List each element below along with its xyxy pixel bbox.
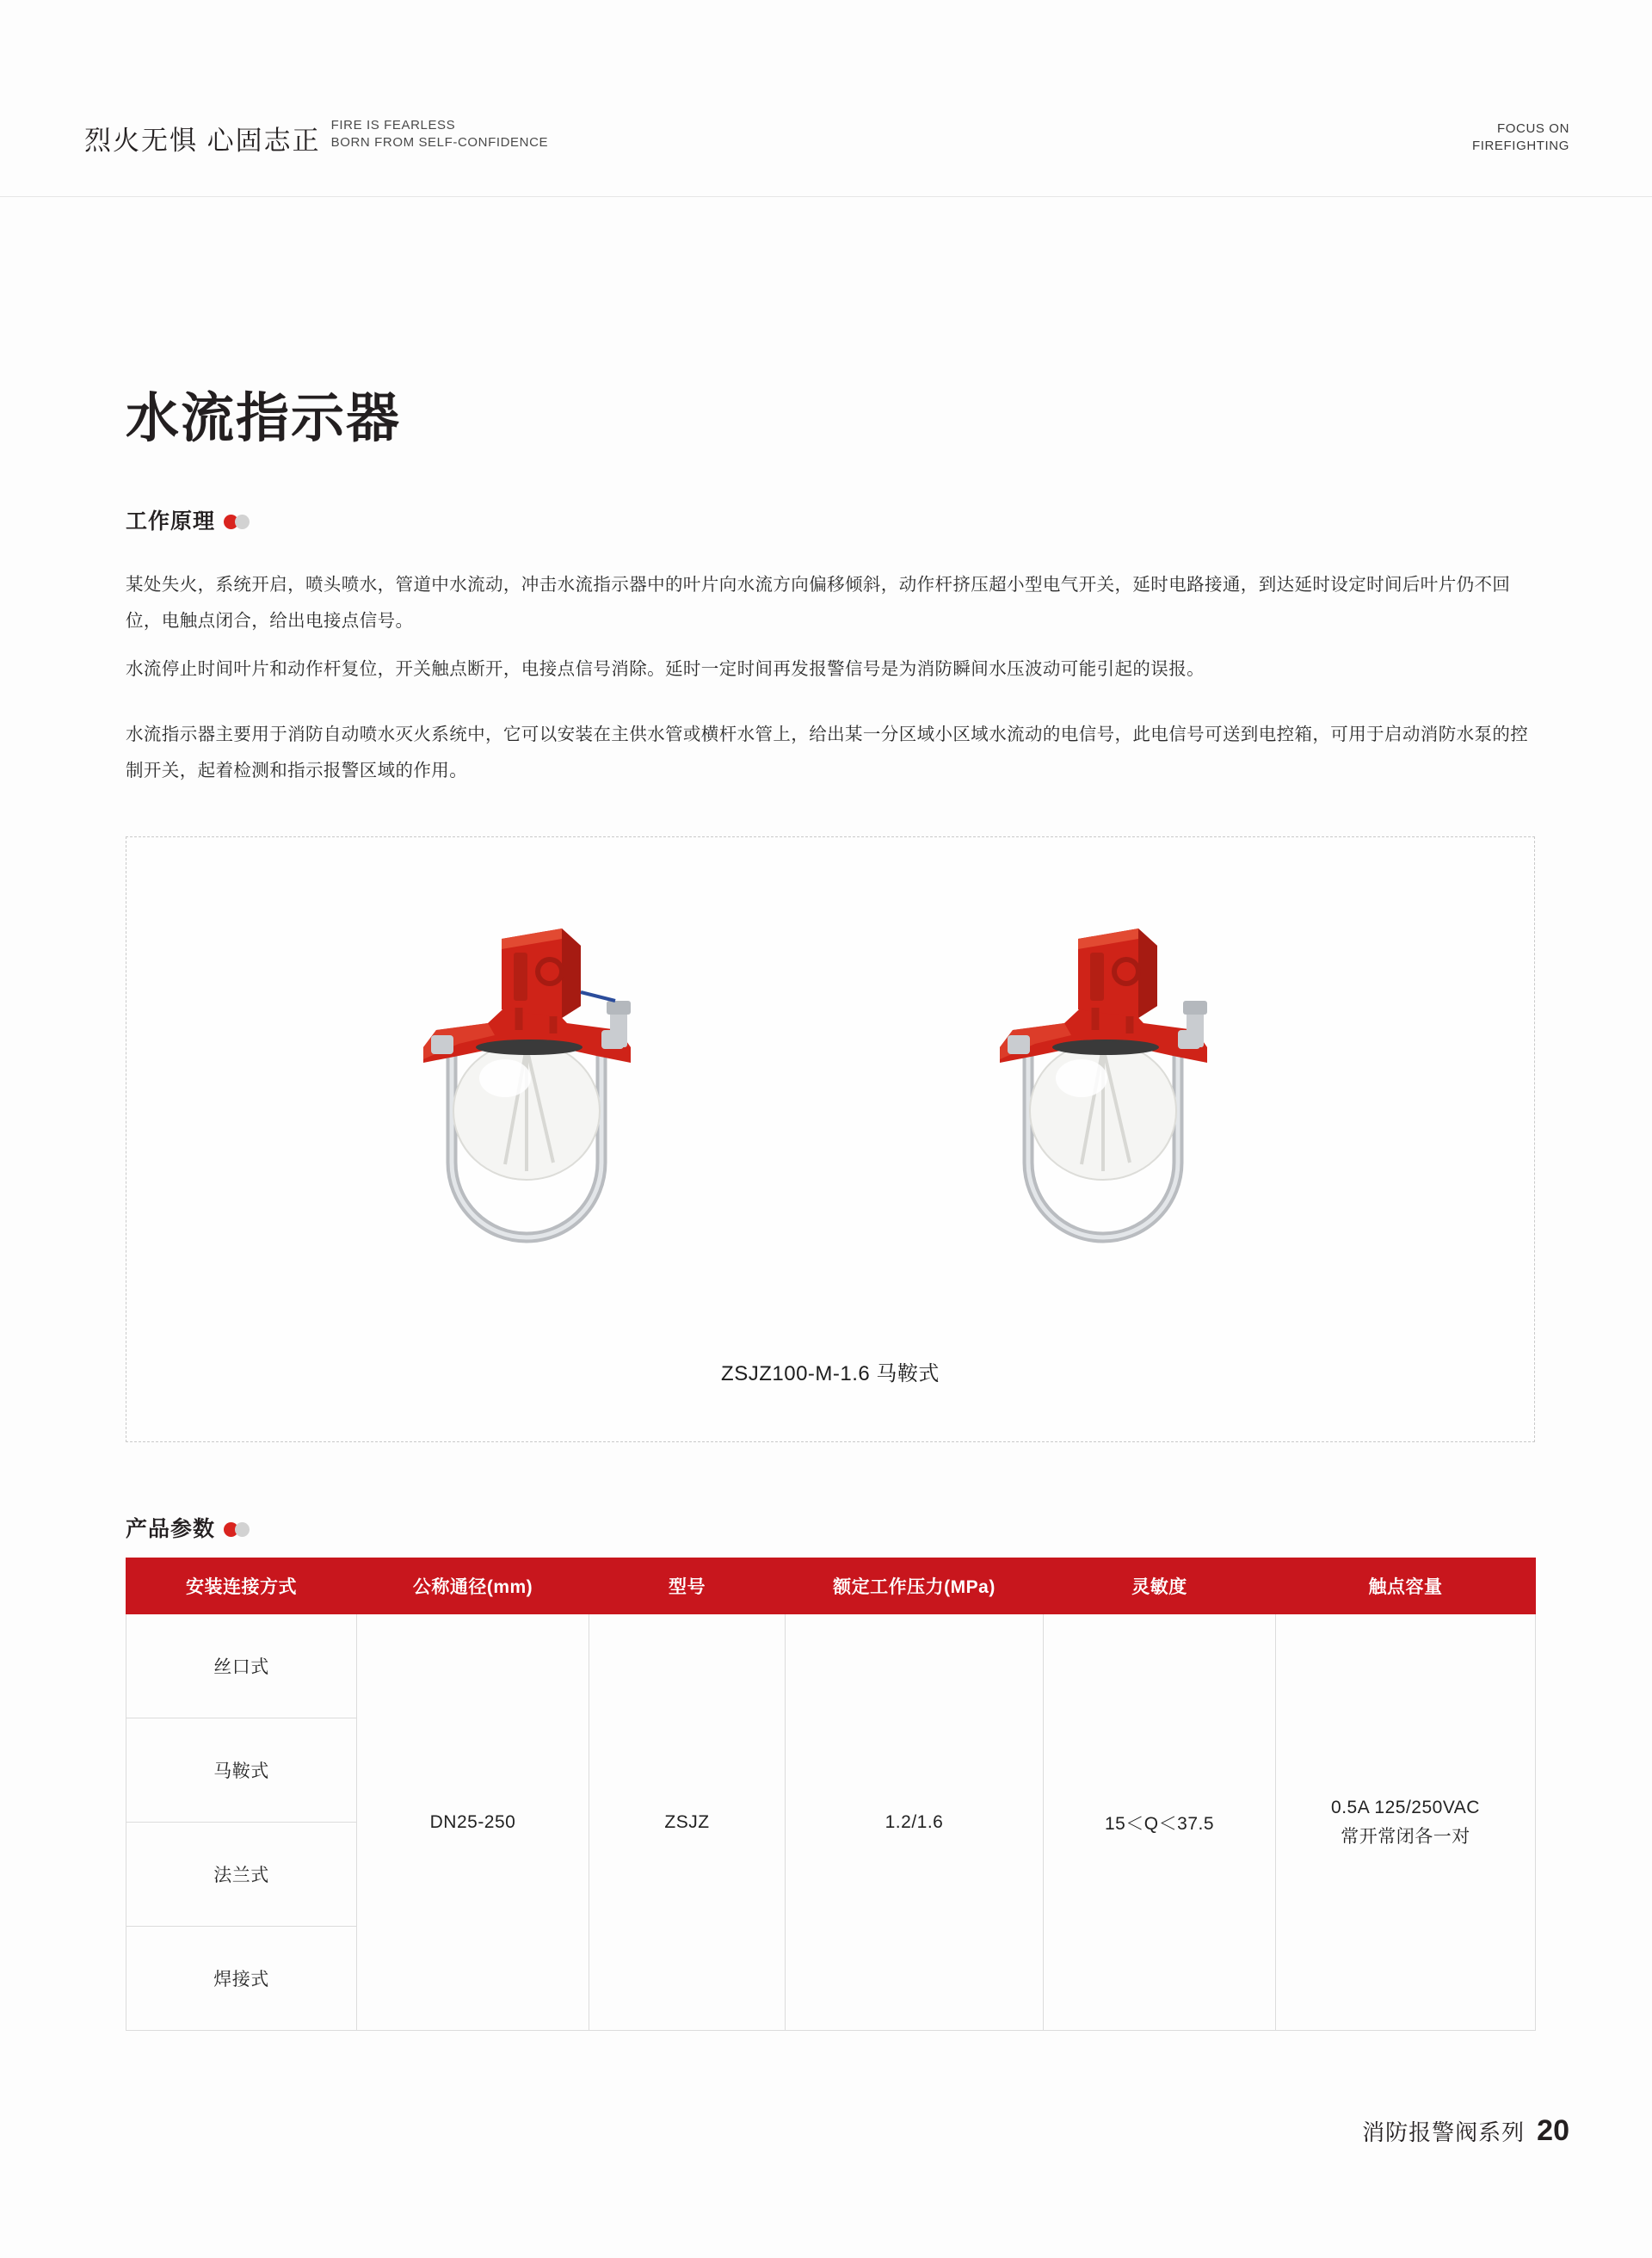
footer-series-label: 消防报警阀系列: [1362, 2119, 1526, 2145]
cell-connection-type: 丝口式: [126, 1614, 357, 1718]
params-table-wrapper: [126, 1558, 1535, 2031]
cell-model: ZSJZ: [589, 1614, 786, 2031]
focus-tagline: [1472, 120, 1569, 156]
slogan-english-line2: BORN FROM SELF-CONFIDENCE: [330, 135, 549, 151]
cell-contact-capacity: [1276, 1614, 1536, 2031]
cell-sensitivity: 15＜Q＜37.5: [1044, 1614, 1276, 2031]
product-image-caption: ZSJZ100-M-1.6 马鞍式: [721, 1362, 940, 1385]
focus-line2: FIREFIGHTING: [1471, 139, 1569, 154]
column-header-connection: 安装连接方式: [126, 1558, 357, 1614]
contact-capacity-line1: 0.5A 125/250VAC: [1331, 1797, 1480, 1817]
page-header: [0, 0, 1652, 197]
table-header-row: [126, 1558, 1536, 1614]
section-heading-params: [126, 1512, 253, 1543]
cell-working-pressure: 1.2/1.6: [786, 1614, 1044, 2031]
slogan-chinese: 烈火无惧 心固志正: [84, 125, 321, 156]
water-flow-indicator-image-right: [961, 879, 1245, 1283]
focus-line1: FOCUS ON: [1497, 121, 1569, 136]
page-title: 水流指示器: [126, 388, 402, 448]
section-heading-principle-label: 工作原理: [126, 509, 216, 534]
column-header-sensitivity: 灵敏度: [1044, 1558, 1276, 1614]
brand-slogan: [84, 117, 548, 154]
page-footer: [1362, 2114, 1569, 2148]
column-header-pressure: 额定工作压力(MPa): [786, 1558, 1044, 1614]
contact-capacity-line2: 常开常闭各一对: [1341, 1826, 1470, 1847]
cell-connection-type: 焊接式: [126, 1927, 357, 2031]
footer-page-number: 20: [1537, 2114, 1569, 2147]
cell-connection-type: 法兰式: [126, 1823, 357, 1927]
product-image-panel: [126, 836, 1535, 1442]
section-heading-principle: [126, 504, 253, 535]
params-table: [126, 1558, 1536, 2031]
table-row: [126, 1614, 1536, 1718]
section-heading-params-label: 产品参数: [126, 1517, 216, 1541]
column-header-model: 型号: [589, 1558, 786, 1614]
principle-paragraph-2: 水流停止时间叶片和动作杆复位，开关触点断开，电接点信号消除。延时一定时间再发报警信号是为消防瞬间水压波动可能引起的误报。: [126, 658, 1205, 679]
cell-nominal-diameter: DN25-250: [357, 1614, 589, 2031]
cell-connection-type: 马鞍式: [126, 1718, 357, 1823]
column-header-contact-capacity: 触点容量: [1276, 1558, 1536, 1614]
principle-paragraph-1: 某处失火，系统开启，喷头喷水，管道中水流动，冲击水流指示器中的叶片向水流方向偏移倾斜，动作杆挤压超小型电气开关，延时电路接通，到达延时设定时间后叶片仍不回位，电触点闭合，给出电接点信号。: [126, 574, 1511, 631]
water-flow-indicator-image-left: [385, 879, 669, 1283]
dot-bullet-icon: [224, 515, 253, 529]
column-header-diameter: 公称通径(mm): [357, 1558, 589, 1614]
principle-paragraph-3: 水流指示器主要用于消防自动喷水灭火系统中，它可以安装在主供水管或横杆水管上，给出某一分区域小区域水流动的电信号，此电信号可送到电控箱，可用于启动消防水泵的控制开关，起着检测和指示报警区域的作用。: [126, 724, 1529, 780]
slogan-english-line1: FIRE IS FEARLESS: [330, 118, 456, 133]
slogan-english: [331, 117, 549, 154]
dot-bullet-icon: [224, 1522, 253, 1537]
